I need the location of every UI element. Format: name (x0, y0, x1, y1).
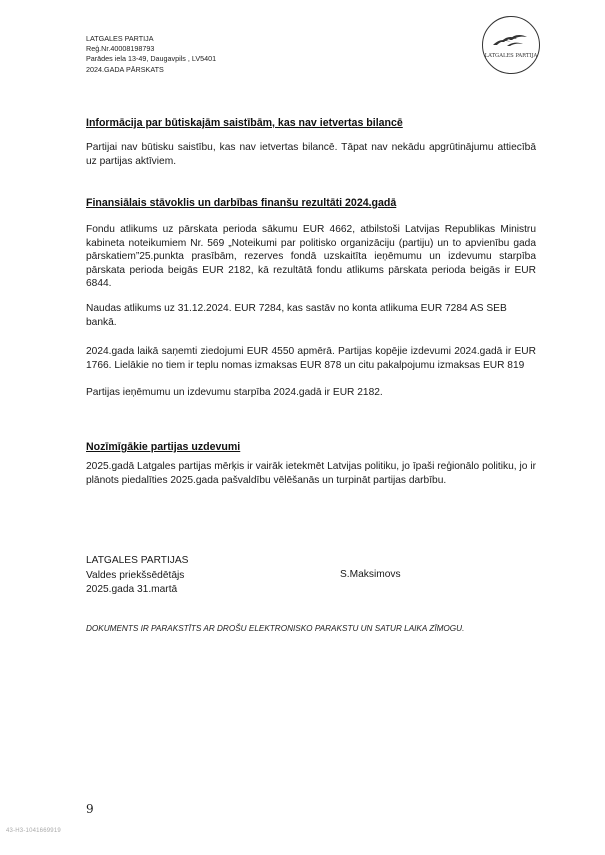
obligations-paragraph: Partijai nav būtisku saistību, kas nav ietvertas bilancē. Tāpat nav nekādu apgrūtinājumu attiecībā uz partijas aktīviem. (86, 142, 536, 167)
key-tasks-paragraph: 2025.gadā Latgales partijas mērķis ir vairāk ietekmēt Latvijas politiku, jo īpaši reģionālo politiku, jo ir plānots piedalīties 2025.gada pašvaldību vēlēšanās un turpināt partijas darbību. (86, 461, 536, 486)
party-logo (481, 15, 541, 75)
signature-position: Valdes priekšsēdētājs (86, 569, 185, 581)
page-number: 9 (86, 802, 94, 816)
birds-icon (493, 35, 527, 46)
signature-name: S.Maksimovs (340, 569, 401, 580)
header-org-name: LATGALES PARTIJA (86, 34, 154, 43)
header-reg-no: Reģ.Nr.40008198793 (86, 44, 155, 54)
signature-block (86, 554, 188, 598)
section-title-obligations: Informācija par būtiskajām saistībām, kas nav ietvertas bilancē (86, 117, 403, 129)
document-id: 43-H3-1041669919 (6, 828, 61, 834)
donations-expenses-paragraph: 2024.gada laikā saņemti ziedojumi EUR 4550 apmērā. Partijas kopējie izdevumi 2024.gadā ir EUR 1766. Lielākie no tiem ir teplu nomas izmaksas EUR 878 un citu pakalpojumu izmaksas EUR 819 (86, 346, 536, 371)
income-expense-difference: Partijas ieņēmumu un izdevumu starpība 2024.gadā ir EUR 2182. (86, 387, 383, 398)
cash-balance-paragraph: Naudas atlikums uz 31.12.2024. EUR 7284, kas sastāv no konta atlikuma EUR 7284 AS SEB bankā. (86, 303, 507, 328)
logo-text: LATGALES PARTIJA (484, 53, 538, 59)
funds-balance-paragraph: Fondu atlikums uz pārskata perioda sākumu EUR 4662, atbilstoši Latvijas Republikas Ministru kabineta noteikumiem Nr. 569 „Noteikumi par politisko organizāciju (partiju) un to apvienību gada pārskatiem”25.punkta prasībām, rezerves fondā uzskaitīta ieņēmumu un izdevumu starpība pārskata perioda beigās EUR 2182, kā rezultātā fondu atlikums pārskata perioda beigās ir EUR 6844. (86, 224, 536, 289)
header-address: Parādes iela 13-49, Daugavpils , LV5401 (86, 54, 217, 64)
header-info (86, 34, 216, 75)
electronic-signature-notice: DOKUMENTS IR PARAKSTĪTS AR DROŠU ELEKTRONISKO PARAKSTU UN SATUR LAIKA ZĪMOGU. (86, 624, 465, 633)
section-title-key-tasks: Nozīmīgākie partijas uzdevumi (86, 441, 241, 453)
signature-date: 2025.gada 31.martā (86, 584, 178, 595)
section-title-financial-results: Finansiālais stāvoklis un darbības finanšu rezultāti 2024.gadā (86, 197, 397, 209)
signature-org: LATGALES PARTIJAS (86, 555, 189, 566)
header-report-title: 2024.GADA PĀRSKATS (86, 64, 164, 74)
